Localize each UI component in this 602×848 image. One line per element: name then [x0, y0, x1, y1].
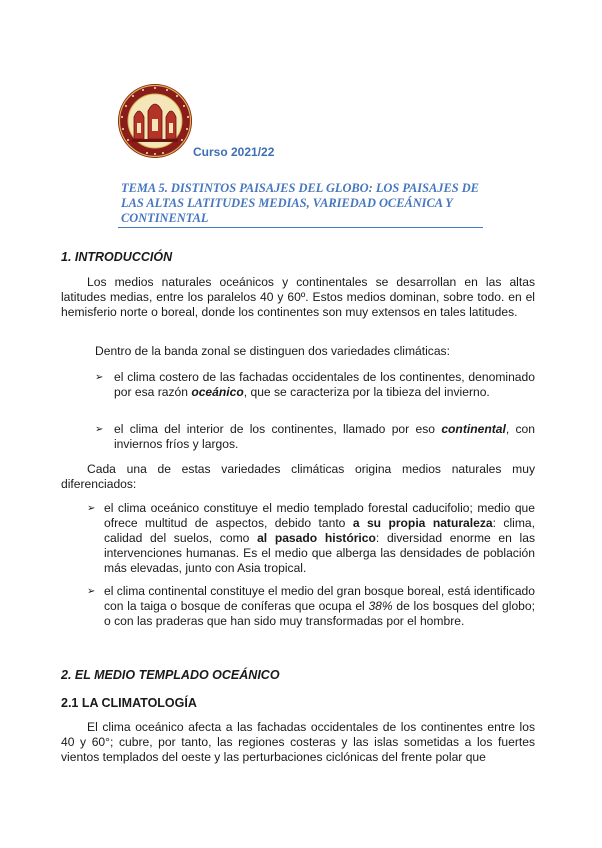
intro-paragraph: Los medios naturales oceánicos y continentales se desarrollan en las altas latitudes medias, entre los paralelos 40 y 60º. Estos medios dominan, sobre todo. en el hemisferio norte o boreal, donde los continentes son muy extensos en tales latitudes.	[61, 275, 535, 319]
differentiated-paragraph: Cada una de estas variedades climáticas origina medios naturales muy diferenciados:	[61, 462, 535, 491]
section-heading-introduccion: 1. INTRODUCCIÓN	[61, 250, 173, 264]
bullet-continental-climate: el clima del interior de los continentes, llamado por eso continental, con inviernos fríos y largos.	[114, 422, 535, 451]
bullet-continental-medium: el clima continental constituye el medio del gran bosque boreal, está identificado con la taiga o bosque de coníferas que ocupa el 38% de los bosques del globo; o con las praderas que han sido muy transformadas por el hombre.	[104, 584, 535, 628]
varieties-paragraph: Dentro de la banda zonal se distinguen dos variedades climáticas:	[95, 344, 450, 358]
bullet-oceanic-climate: el clima costero de las fachadas occidentales de los continentes, denominado por esa razón oceánico, que se caracteriza por la tibieza del invierno.	[114, 370, 535, 399]
climatology-paragraph: El clima oceánico afecta a las fachadas occidentales de los continentes entre los 40 y 60°; cubre, por tanto, las regiones costeras y las islas sometidas a los fuertes vientos templados del oeste y las perturbaciones ciclónicas del frente polar que	[61, 720, 535, 764]
bullet-arrow-icon: ➢	[87, 586, 96, 597]
course-label: Curso 2021/22	[193, 145, 275, 159]
section-heading-medio-templado: 2. EL MEDIO TEMPLADO OCEÁNICO	[61, 668, 280, 682]
theme-title: TEMA 5. DISTINTOS PAISAJES DEL GLOBO: LOS PAISAJES DE LAS ALTAS LATITUDES MEDIAS, VARIEDAD OCEÁNICA Y CONTINENTAL	[121, 181, 479, 225]
bullet-arrow-icon: ➢	[95, 372, 104, 383]
bullet-oceanic-medium: el clima oceánico constituye el medio templado forestal caducifolio; medio que ofrece multitud de aspectos, debido tanto a su propia naturaleza: clima, calidad del suelos, como al pasado histórico: diversidad enorme en las intervenciones humanas. Es el medio que alberga las densidades de población más elevadas, junto con Asia tropical.	[104, 501, 536, 575]
bullet-arrow-icon: ➢	[87, 503, 96, 514]
university-seal-icon	[117, 83, 193, 159]
title-divider	[118, 227, 483, 228]
bullet-arrow-icon: ➢	[95, 424, 104, 435]
subsection-heading-climatologia: 2.1 LA CLIMATOLOGÍA	[61, 696, 197, 710]
